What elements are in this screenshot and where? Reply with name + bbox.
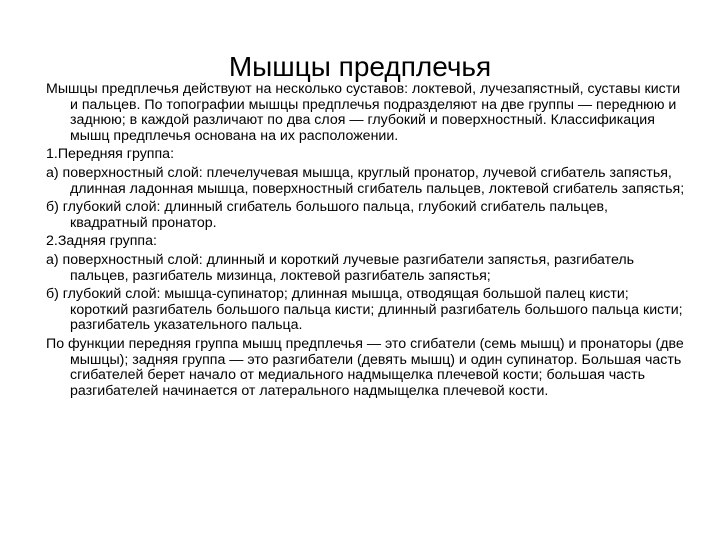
paragraph-posterior-deep-layer: б) глубокий слой: мышца-супинатор; длинная мышца, отводящая большой палец кисти; короткий разгибатель большого пальца кисти; длинный разгибатель большого пальца кисти; разгибатель указательного пальца. [46, 286, 683, 334]
paragraph-posterior-group-heading: 2.Задняя группа: [46, 233, 157, 250]
slide-title: Мышцы предплечья [228, 50, 492, 82]
paragraph-posterior-superficial-layer: а) поверхностный слой: длинный и короткий лучевые разгибатели запястья, разгибатель пальцев, разгибатель мизинца, локтевой разгибатель запястья; [46, 251, 635, 284]
paragraph-anterior-group-heading: 1.Передняя группа: [46, 146, 175, 163]
paragraph-anterior-deep-layer: б) глубокий слой: длинный сгибатель большого пальца, глубокий сгибатель пальцев, квадратный пронатор. [46, 199, 609, 231]
paragraph-intro: Мышцы предплечья действуют на несколько суставов: локтевой, лучезапястный, суставы кисти и пальцев. По топографии мышцы предплечья подразделяют на две группы — переднюю и заднюю; в каждой различают по два слоя — глубокий и поверхностный. Классификация мышц предплечья основана на их расположении. [46, 81, 681, 144]
paragraph-anterior-superficial-layer: а) поверхностный слой: плечелучевая мышца, круглый пронатор, лучевой сгибатель запястья, длинная ладонная мышца, поверхностный сгибатель пальцев, локтевой сгибатель запястья; [46, 164, 685, 197]
paragraph-function-summary: По функции передняя группа мышц предплечья — это сгибатели (семь мышц) и пронаторы (две мышцы); задняя группа — это разгибатели (девять мышц) и один супинатор. Большая часть сгибателей берет начало от медиального надмыщелка плечевой кости; большая часть разгибателей начинается от латерального надмыщелка плечевой кости. [46, 335, 684, 399]
slide-body [46, 82, 686, 402]
